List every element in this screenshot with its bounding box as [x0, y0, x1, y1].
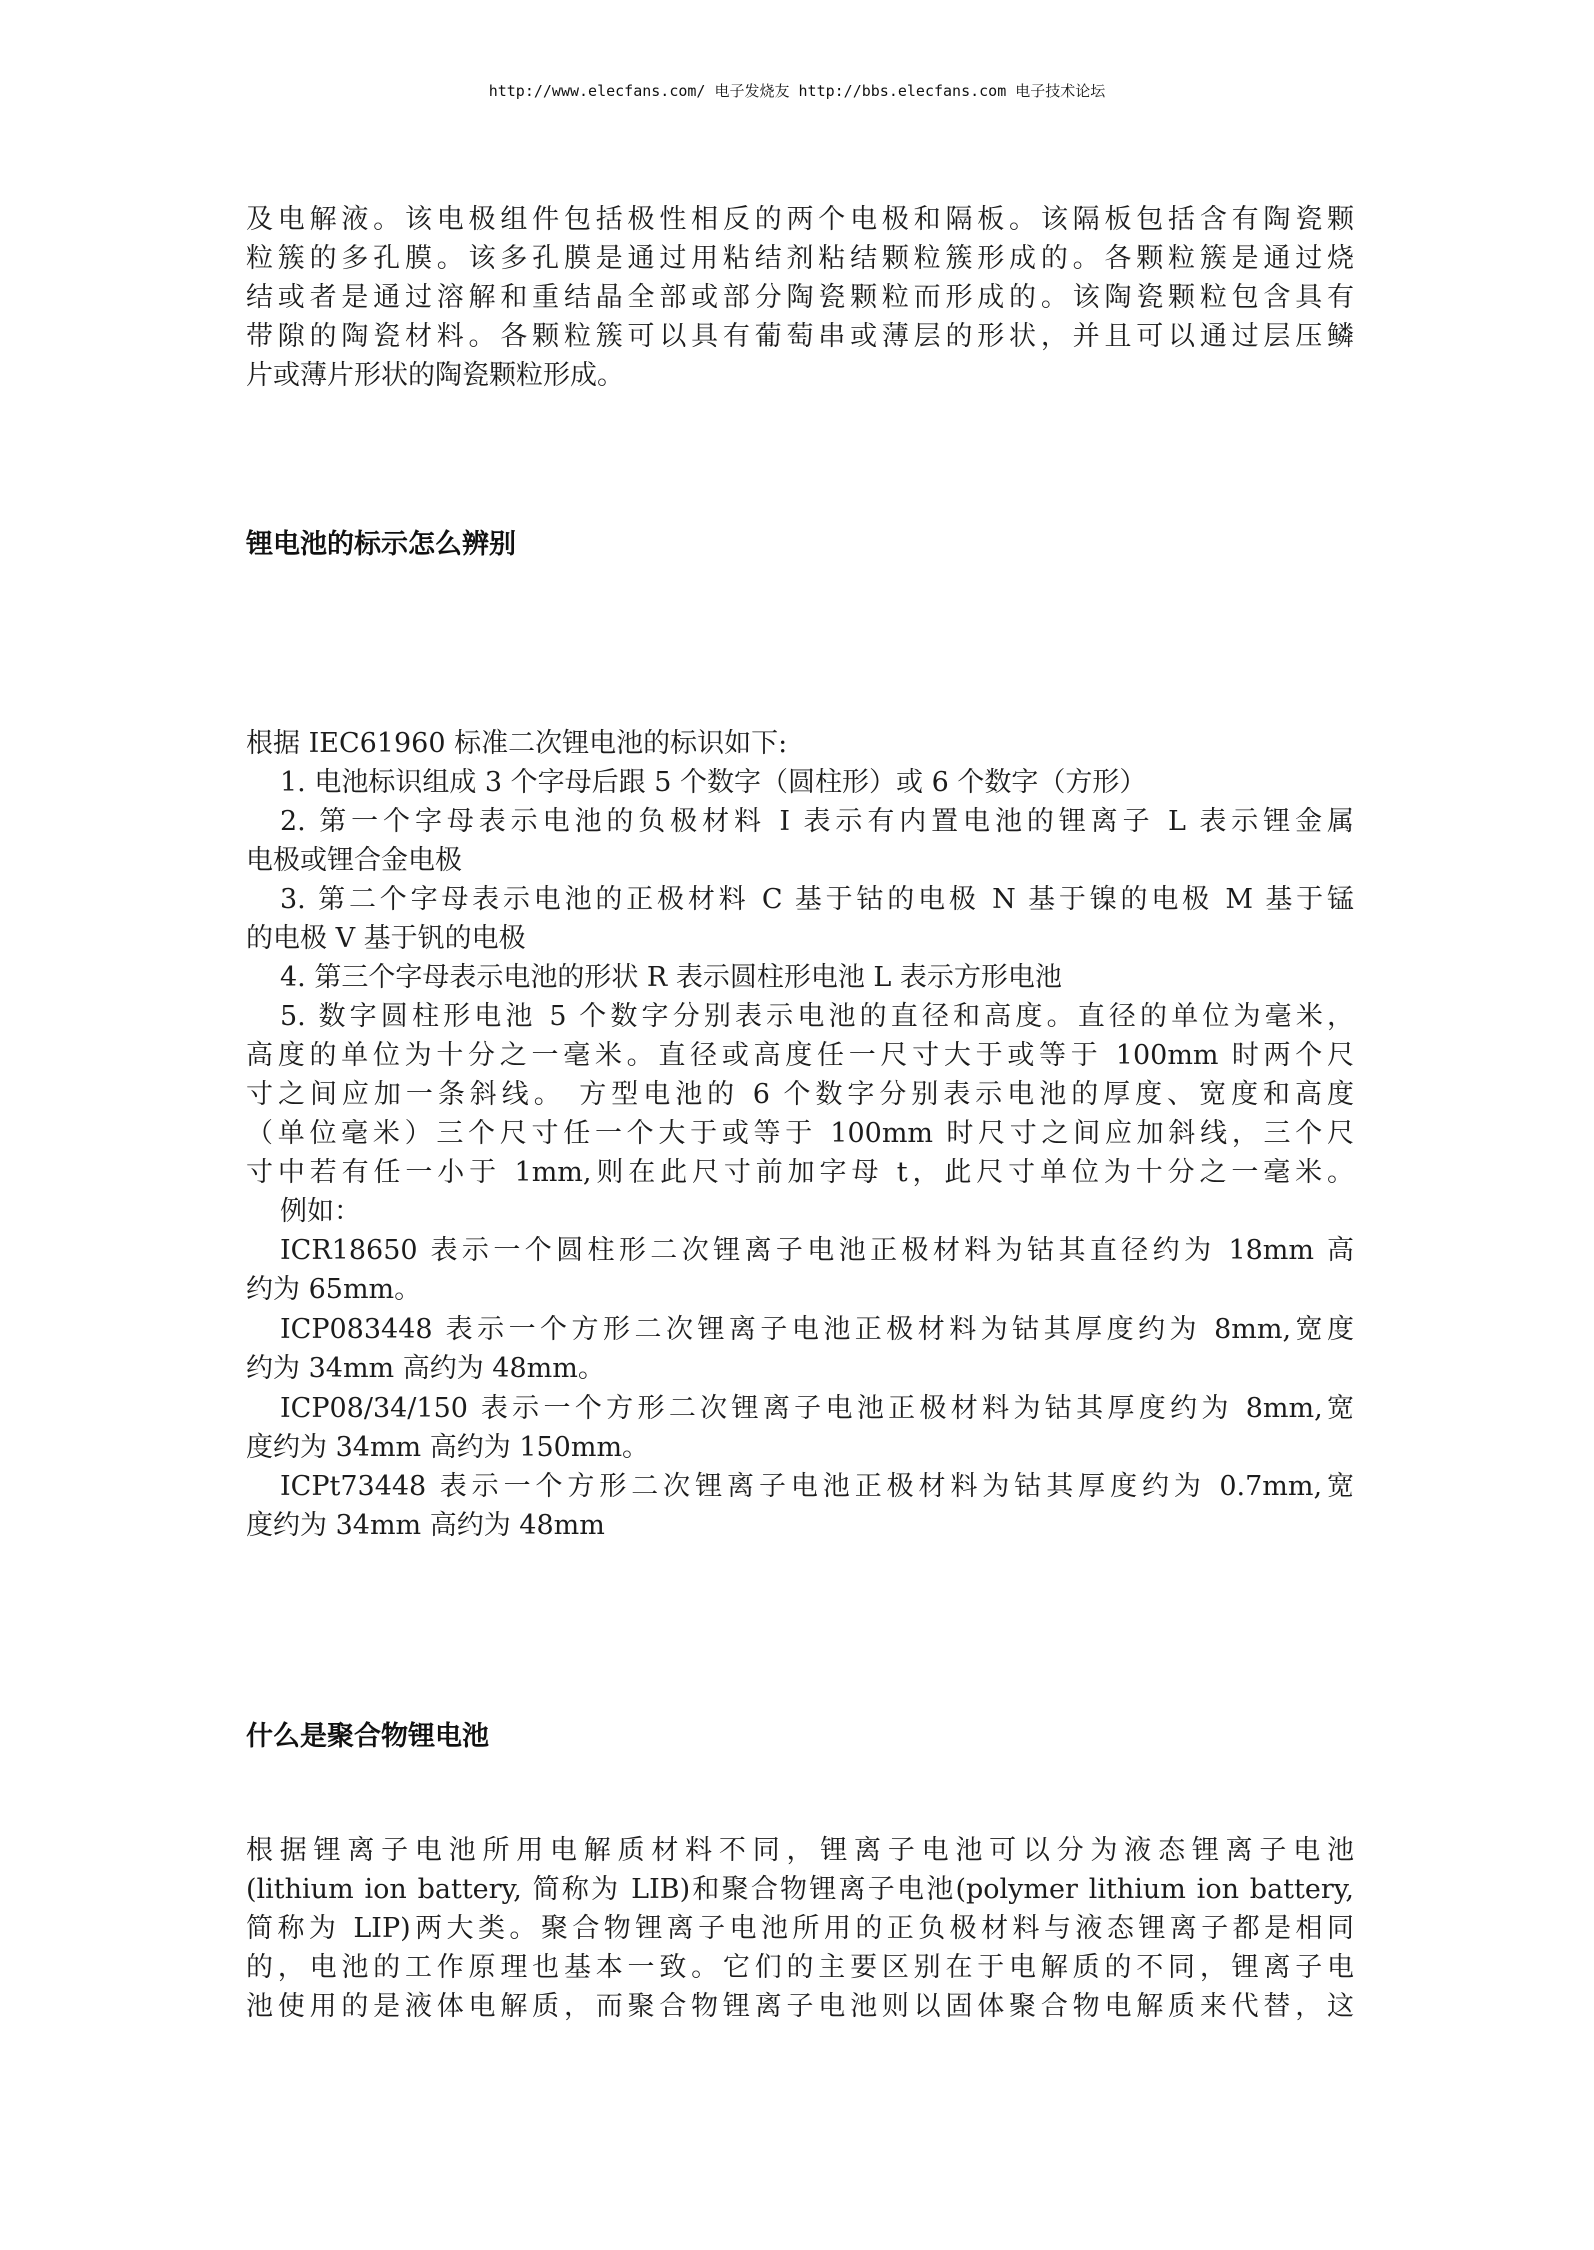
- example-line: ICP08/34/150 表示一个方形二次锂离子电池正极材料为钴其厚度约为 8mm,宽: [280, 1393, 1354, 1424]
- paragraph-line: 根据锂离子电池所用电解质材料不同，锂离子电池可以分为液态锂离子电池: [246, 1835, 1354, 1866]
- paragraph-line: 约为 34mm 高约为 48mm。: [246, 1353, 605, 1384]
- example-label: 例如：: [280, 1196, 361, 1227]
- paragraph-line: 的，电池的工作原理也基本一致。它们的主要区别在于电解质的不同，锂离子电: [246, 1952, 1354, 1983]
- example-line: ICPt73448 表示一个方形二次锂离子电池正极材料为钴其厚度约为 0.7mm,宽: [280, 1471, 1354, 1502]
- paragraph-line: 约为 65mm。: [246, 1274, 422, 1305]
- list-item-3: 3. 第二个字母表示电池的正极材料 C 基于钴的电极 N 基于镍的电极 M 基于锰: [280, 884, 1354, 915]
- paragraph-line: 的电极 V 基于钒的电极: [246, 923, 526, 954]
- paragraph-line: 根据 IEC61960 标准二次锂电池的标识如下:: [246, 728, 788, 759]
- paragraph-line: 简称为 LIP)两大类。聚合物锂离子电池所用的正负极材料与液态锂离子都是相同: [246, 1913, 1354, 1944]
- paragraph-line: （单位毫米）三个尺寸任一个大于或等于 100mm 时尺寸之间应加斜线，三个尺: [246, 1118, 1354, 1149]
- paragraph-line: 寸之间应加一条斜线。 方型电池的 6 个数字分别表示电池的厚度、宽度和高度: [246, 1079, 1354, 1110]
- paragraph-line: 高度的单位为十分之一毫米。直径或高度任一尺寸大于或等于 100mm 时两个尺: [246, 1040, 1354, 1071]
- paragraph-line: 结或者是通过溶解和重结晶全部或部分陶瓷颗粒而形成的。该陶瓷颗粒包含具有: [246, 282, 1354, 313]
- section-heading-battery-marking: 锂电池的标示怎么辨别: [246, 529, 516, 560]
- paragraph-line: 粒簇的多孔膜。该多孔膜是通过用粘结剂粘结颗粒簇形成的。各颗粒簇是通过烧: [246, 243, 1354, 274]
- list-item-1: 1. 电池标识组成 3 个字母后跟 5 个数字（圆柱形）或 6 个数字（方形）: [280, 767, 1147, 798]
- paragraph-line: 及电解液。该电极组件包括极性相反的两个电极和隔板。该隔板包括含有陶瓷颗: [246, 204, 1354, 235]
- list-item-5: 5. 数字圆柱形电池 5 个数字分别表示电池的直径和高度。直径的单位为毫米，: [280, 1001, 1354, 1032]
- paragraph-line: 片或薄片形状的陶瓷颗粒形成。: [246, 360, 624, 391]
- paragraph-line: 寸中若有任一小于 1mm,则在此尺寸前加字母 t，此尺寸单位为十分之一毫米。: [246, 1157, 1354, 1188]
- paragraph-line: 带隙的陶瓷材料。各颗粒簇可以具有葡萄串或薄层的形状，并且可以通过层压鳞: [246, 321, 1354, 352]
- list-item-2: 2. 第一个字母表示电池的负极材料 I 表示有内置电池的锂离子 L 表示锂金属: [280, 806, 1354, 837]
- example-line: ICP083448 表示一个方形二次锂离子电池正极材料为钴其厚度约为 8mm,宽度: [280, 1314, 1354, 1345]
- paragraph-line: 池使用的是液体电解质，而聚合物锂离子电池则以固体聚合物电解质来代替，这: [246, 1991, 1354, 2022]
- paragraph-line: 度约为 34mm 高约为 150mm。: [246, 1432, 650, 1463]
- paragraph-line: 电极或锂合金电极: [246, 845, 462, 876]
- list-item-4: 4. 第三个字母表示电池的形状 R 表示圆柱形电池 L 表示方形电池: [280, 962, 1062, 993]
- example-line: ICR18650 表示一个圆柱形二次锂离子电池正极材料为钴其直径约为 18mm 高: [280, 1235, 1354, 1266]
- paragraph-line: 度约为 34mm 高约为 48mm: [246, 1510, 605, 1541]
- section-heading-polymer-battery: 什么是聚合物锂电池: [246, 1721, 489, 1752]
- paragraph-line: (lithium ion battery, 简称为 LIB)和聚合物锂离子电池(polymer lithium ion battery,: [246, 1874, 1354, 1905]
- page-header-links: http://www.elecfans.com/ 电子发烧友 http://bbs.elecfans.com 电子技术论坛: [488, 82, 1106, 100]
